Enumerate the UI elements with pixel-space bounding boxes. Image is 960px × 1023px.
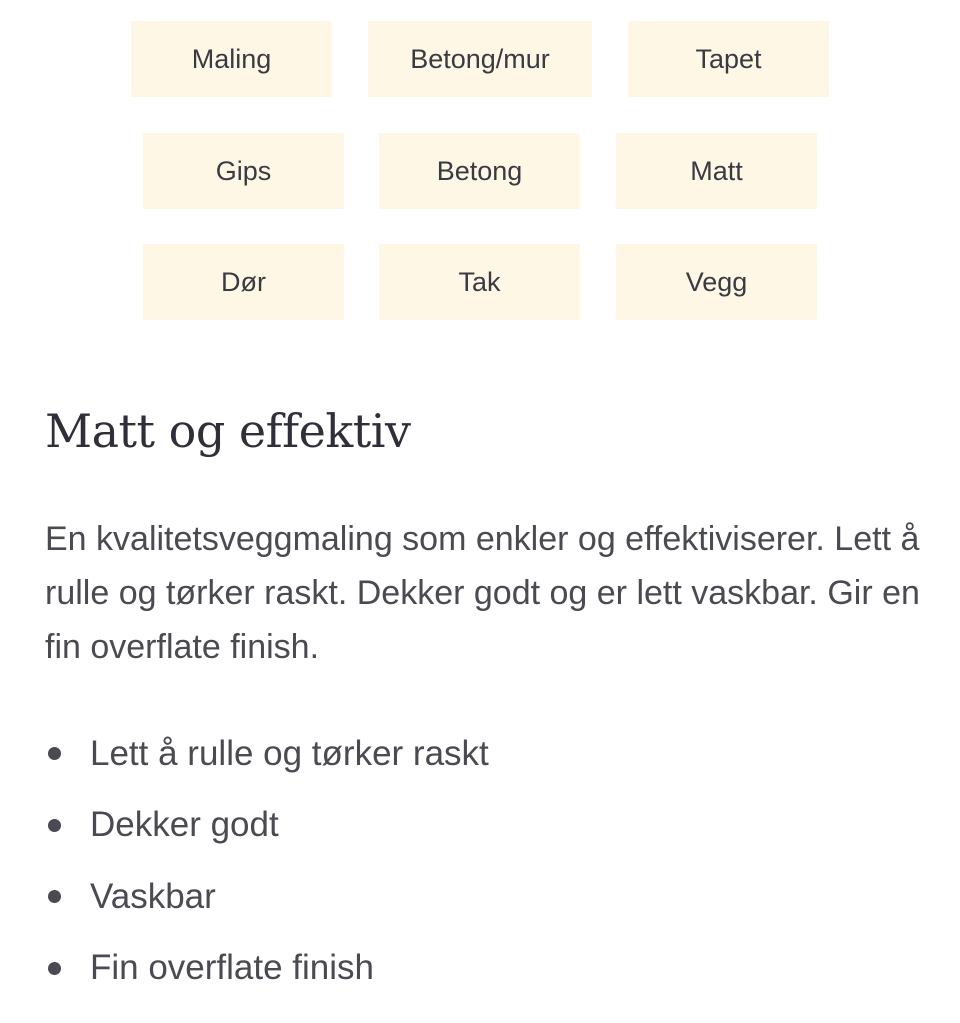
tag-label: Gips [215, 155, 272, 186]
feature-text: Fin overflate finish [90, 948, 375, 988]
product-description: En kvalitetsveggmaling som enkler og effektiviserer. Lett å rulle og tørker raskt. Dekker godt og er lett vaskbar. Gir en fin overflate finish. [45, 520, 920, 666]
product-title: Matt og effektiv [45, 404, 411, 458]
feature-list [45, 718, 489, 1004]
feature-item [45, 933, 489, 1005]
tag-betong[interactable] [379, 133, 580, 209]
feature-text: Vaskbar [90, 876, 216, 916]
tag-label: Tapet [695, 43, 762, 74]
tag-betong-mur[interactable] [368, 21, 592, 97]
tag-label: Dør [221, 266, 266, 297]
tag-label: Vegg [685, 266, 748, 297]
tag-label: Maling [191, 43, 272, 74]
tag-label: Tak [458, 266, 501, 297]
tag-maling[interactable] [131, 21, 332, 97]
tag-vegg[interactable] [616, 244, 817, 320]
feature-text: Lett å rulle og tørker raskt [90, 733, 489, 773]
tag-tapet[interactable] [628, 21, 829, 97]
feature-item [45, 718, 489, 790]
bullet-icon [48, 890, 61, 903]
tag-label: Betong/mur [410, 43, 550, 74]
tag-tak[interactable] [379, 244, 580, 320]
feature-text: Dekker godt [90, 805, 279, 845]
bullet-icon [48, 819, 61, 832]
tag-matt[interactable] [616, 133, 817, 209]
tag-label: Matt [690, 155, 743, 186]
bullet-icon [48, 747, 61, 760]
bullet-icon [48, 962, 61, 975]
tag-gips[interactable] [143, 133, 344, 209]
tag-label: Betong [436, 155, 523, 186]
feature-item [45, 790, 489, 862]
tag-dor[interactable] [143, 244, 344, 320]
feature-item [45, 861, 489, 933]
